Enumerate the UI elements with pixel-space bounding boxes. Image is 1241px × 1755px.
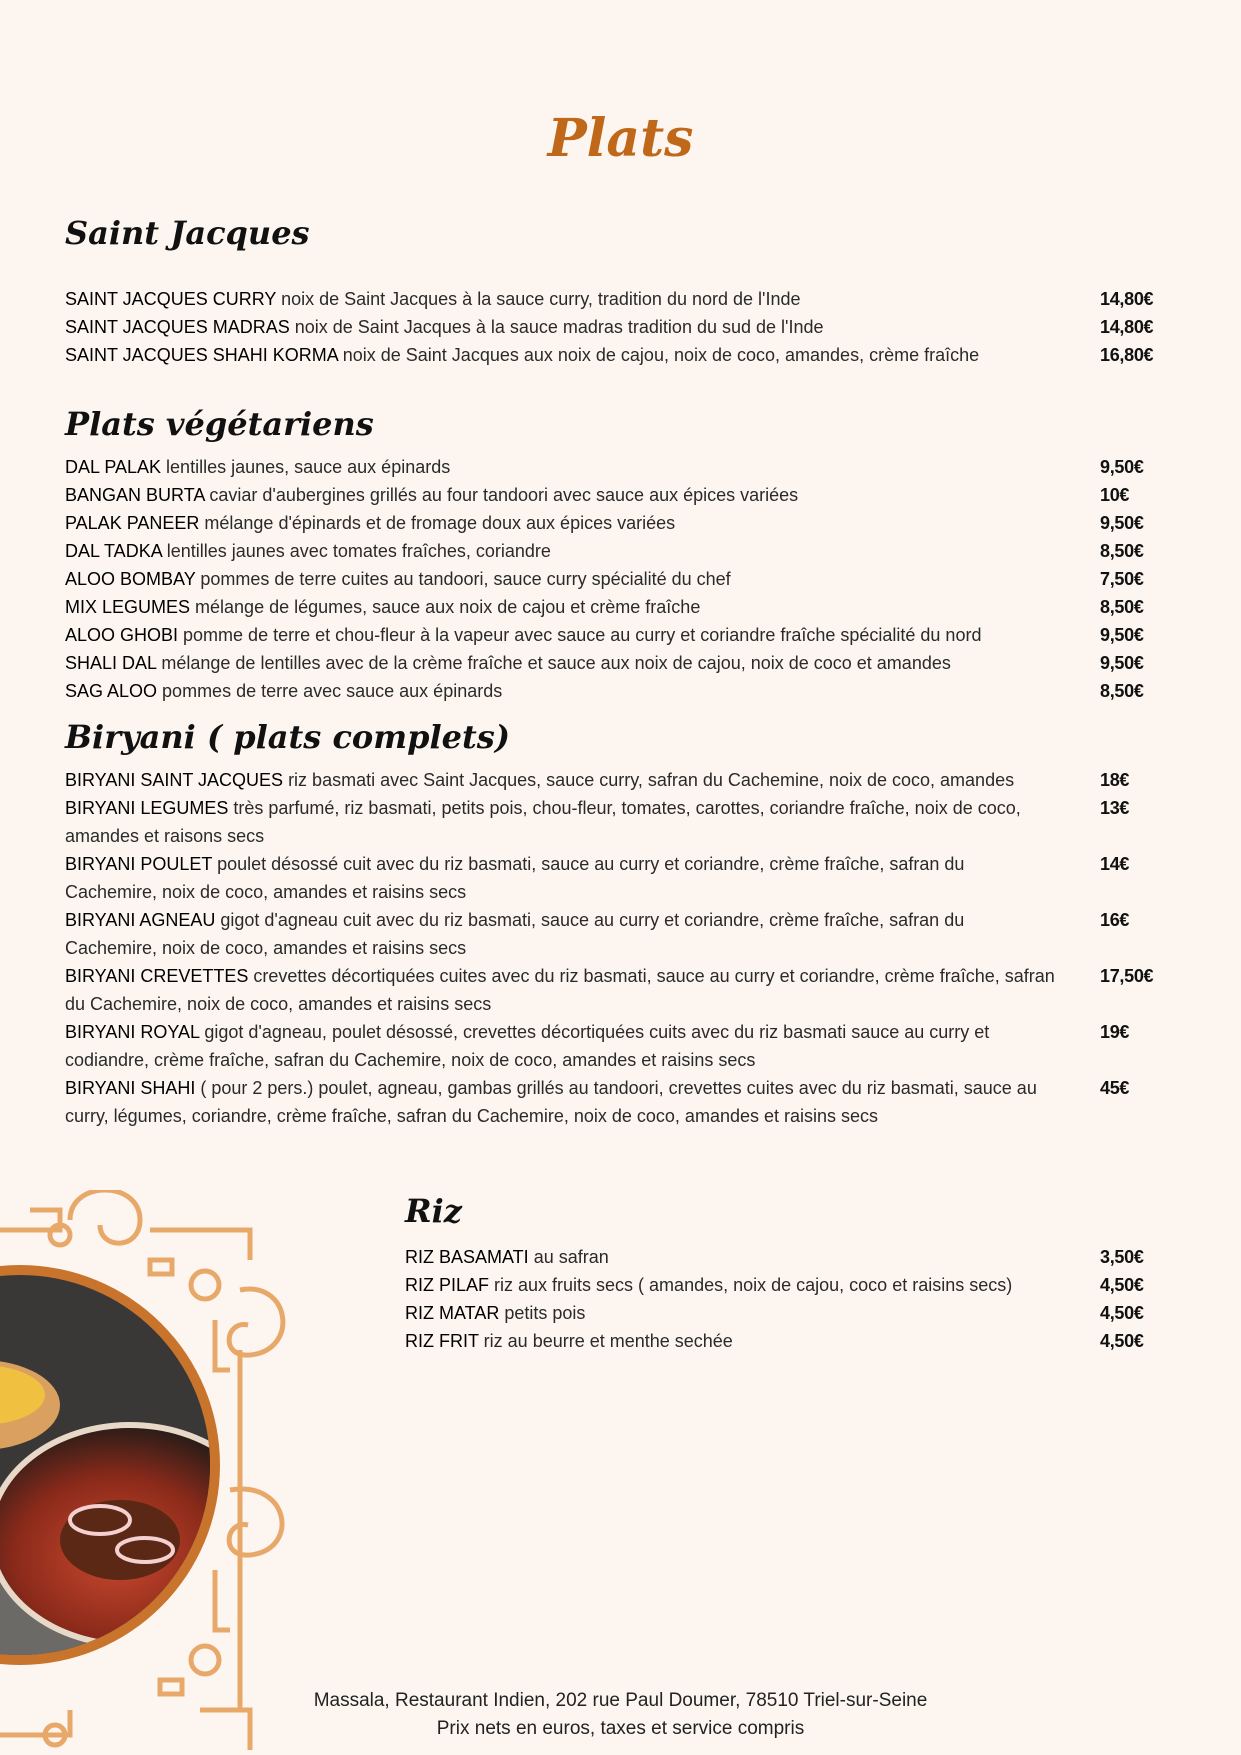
menu-item-text: mélange de légumes, sauce aux noix de cajou et crème fraîche [190, 597, 701, 617]
menu-item-text: riz au beurre et menthe sechée [478, 1331, 733, 1351]
menu-item [65, 794, 1165, 850]
menu-item-text: gigot d'agneau cuit avec du riz basmati, sauce au curry et coriandre, crème fraîche, safran du Cachemire, noix de coco, amandes et raisins secs [65, 910, 965, 958]
list-saint-jacques [65, 285, 1165, 369]
menu-item-description [65, 621, 1060, 649]
menu-item [405, 1327, 1165, 1355]
menu-item-name: BIRYANI SHAHI [65, 1078, 196, 1098]
menu-item [65, 649, 1165, 677]
menu-item [65, 537, 1165, 565]
section-title-biryani: Biryani ( plats complets) [65, 718, 510, 756]
menu-item-text: pommes de terre cuites au tandoori, sauce curry spécialité du chef [195, 569, 731, 589]
menu-item-text: riz basmati avec Saint Jacques, sauce curry, safran du Cachemine, noix de coco, amandes [283, 770, 1015, 790]
menu-item-name: BIRYANI CREVETTES [65, 966, 249, 986]
menu-item-price: 4,50€ [1100, 1303, 1144, 1323]
menu-item-description [65, 481, 1060, 509]
menu-item-description [405, 1327, 1035, 1355]
menu-item-description [65, 593, 1060, 621]
menu-item-description [65, 794, 1060, 850]
menu-item-name: MIX LEGUMES [65, 597, 191, 617]
page-title: Plats [547, 108, 694, 169]
menu-item-price: 9,50€ [1100, 653, 1144, 673]
menu-item-description [65, 677, 1060, 705]
menu-item-text: au safran [528, 1247, 609, 1267]
menu-item-name: SAINT JACQUES CURRY [65, 289, 277, 309]
menu-item [65, 1018, 1165, 1074]
menu-item-name: DAL TADKA [65, 541, 162, 561]
menu-item [65, 677, 1165, 705]
menu-item-description [405, 1271, 1035, 1299]
menu-item-price: 45€ [1100, 1078, 1130, 1098]
menu-item [65, 509, 1165, 537]
menu-item-description [65, 906, 1060, 962]
menu-item-description [65, 1018, 1060, 1074]
menu-item-price: 7,50€ [1100, 569, 1144, 589]
menu-item-name: ALOO BOMBAY [65, 569, 196, 589]
section-title-riz: Riz [405, 1192, 462, 1230]
menu-item-description [65, 453, 1060, 481]
menu-item-description [65, 565, 1060, 593]
menu-item-description [65, 649, 1060, 677]
section-title-saint-jacques: Saint Jacques [65, 214, 310, 252]
menu-item-price: 19€ [1100, 1022, 1130, 1042]
section-title-vegetariens: Plats végétariens [65, 405, 374, 443]
menu-item-description [65, 537, 1060, 565]
menu-item-price: 16€ [1100, 910, 1130, 930]
menu-item-price: 9,50€ [1100, 457, 1144, 477]
menu-item [65, 621, 1165, 649]
menu-item-text: petits pois [499, 1303, 586, 1323]
menu-item-text: riz aux fruits secs ( amandes, noix de cajou, coco et raisins secs) [489, 1275, 1013, 1295]
menu-item [65, 1074, 1165, 1130]
menu-item-text: noix de Saint Jacques à la sauce madras tradition du sud de l'Inde [289, 317, 824, 337]
menu-item-price: 9,50€ [1100, 513, 1144, 533]
menu-item-price: 14,80€ [1100, 317, 1154, 337]
footer-price-note: Prix nets en euros, taxes et service compris [436, 1718, 805, 1739]
menu-item-name: ALOO GHOBI [65, 625, 179, 645]
menu-item-price: 16,80€ [1100, 345, 1154, 365]
menu-item [65, 285, 1165, 313]
menu-item-text: ( pour 2 pers.) poulet, agneau, gambas grillés au tandoori, crevettes cuites avec du riz basmati, sauce au curry, légumes, coriandre, crème fraîche, safran du Cachemire, noix de coco, amandes et raisins secs [65, 1078, 1037, 1126]
menu-item-name: SAINT JACQUES SHAHI KORMA [65, 345, 338, 365]
menu-item-name: RIZ BASAMATI [405, 1247, 529, 1267]
menu-item-name: BIRYANI SAINT JACQUES [65, 770, 284, 790]
menu-item-price: 14,80€ [1100, 289, 1154, 309]
menu-item-name: RIZ PILAF [405, 1275, 490, 1295]
menu-item-text: pomme de terre et chou-fleur à la vapeur avec sauce au curry et coriandre fraîche spécialité du nord [178, 625, 982, 645]
list-riz [405, 1243, 1165, 1355]
menu-item [65, 593, 1165, 621]
menu-item [65, 453, 1165, 481]
menu-item [405, 1271, 1165, 1299]
menu-item-name: SAG ALOO [65, 681, 158, 701]
menu-item-name: DAL PALAK [65, 457, 162, 477]
menu-item-text: lentilles jaunes, sauce aux épinards [161, 457, 451, 477]
menu-item-description [65, 341, 1060, 369]
menu-item-name: BIRYANI POULET [65, 854, 213, 874]
menu-item-text: très parfumé, riz basmati, petits pois, chou-fleur, tomates, carottes, coriandre fraîche, noix de coco, amandes et raisons secs [65, 798, 1021, 846]
menu-item [405, 1299, 1165, 1327]
menu-item-price: 8,50€ [1100, 597, 1144, 617]
menu-item-price: 8,50€ [1100, 681, 1144, 701]
menu-item-price: 3,50€ [1100, 1247, 1144, 1267]
menu-item [65, 565, 1165, 593]
menu-item [65, 341, 1165, 369]
menu-item [65, 481, 1165, 509]
menu-item-description [65, 850, 1060, 906]
menu-item [405, 1243, 1165, 1271]
menu-item-description [65, 962, 1060, 1018]
menu-item-price: 10€ [1100, 485, 1130, 505]
menu-item-name: BANGAN BURTA [65, 485, 205, 505]
menu-item [65, 850, 1165, 906]
footer [0, 1687, 1241, 1743]
menu-item-text: mélange d'épinards et de fromage doux aux épices variées [199, 513, 676, 533]
menu-item-description [405, 1243, 1035, 1271]
menu-item-price: 9,50€ [1100, 625, 1144, 645]
menu-item-description [65, 509, 1060, 537]
menu-item-price: 18€ [1100, 770, 1130, 790]
menu-item-text: gigot d'agneau, poulet désossé, crevettes décortiquées cuits avec du riz basmati sauce au curry et codiandre, crème fraîche, safran du Cachemire, noix de coco, amandes et raisins secs [65, 1022, 990, 1070]
menu-item-text: mélange de lentilles avec de la crème fraîche et sauce aux noix de cajou, noix de coco et amandes [156, 653, 951, 673]
menu-item-price: 17,50€ [1100, 966, 1154, 986]
menu-item-name: BIRYANI LEGUMES [65, 798, 229, 818]
menu-item [65, 313, 1165, 341]
menu-item-text: noix de Saint Jacques aux noix de cajou, noix de coco, amandes, crème fraîche [337, 345, 980, 365]
menu-item-price: 14€ [1100, 854, 1130, 874]
menu-item-price: 4,50€ [1100, 1275, 1144, 1295]
menu-item-text: pommes de terre avec sauce aux épinards [157, 681, 503, 701]
menu-item-text: lentilles jaunes avec tomates fraîches, coriandre [161, 541, 551, 561]
menu-item-text: crevettes décortiquées cuites avec du riz basmati, sauce au curry et coriandre, crème fraîche, safran du Cachemire, noix de coco, amandes et raisins secs [65, 966, 1055, 1014]
menu-item-name: SHALI DAL [65, 653, 157, 673]
dish-photo-ornament-icon [0, 1190, 310, 1755]
menu-item-text: caviar d'aubergines grillés au four tandoori avec sauce aux épices variées [204, 485, 799, 505]
menu-item-name: PALAK PANEER [65, 513, 200, 533]
menu-item-text: noix de Saint Jacques à la sauce curry, tradition du nord de l'Inde [276, 289, 801, 309]
footer-address: Massala, Restaurant Indien, 202 rue Paul Doumer, 78510 Triel-sur-Seine [313, 1690, 928, 1711]
menu-item-description [65, 313, 1060, 341]
menu-item-price: 13€ [1100, 798, 1130, 818]
menu-item-description [65, 285, 1060, 313]
menu-item-name: BIRYANI AGNEAU [65, 910, 216, 930]
menu-item-description [65, 766, 1060, 794]
menu-item [65, 962, 1165, 1018]
menu-item [65, 906, 1165, 962]
menu-item-name: SAINT JACQUES MADRAS [65, 317, 290, 337]
menu-item-price: 4,50€ [1100, 1331, 1144, 1351]
menu-item [65, 766, 1165, 794]
menu-item-name: RIZ FRIT [405, 1331, 479, 1351]
menu-item-name: BIRYANI ROYAL [65, 1022, 200, 1042]
menu-item-price: 8,50€ [1100, 541, 1144, 561]
menu-item-name: RIZ MATAR [405, 1303, 500, 1323]
list-biryani [65, 766, 1165, 1130]
menu-item-description [405, 1299, 1035, 1327]
menu-item-description [65, 1074, 1060, 1130]
list-vegetariens [65, 453, 1165, 705]
menu-item-text: poulet désossé cuit avec du riz basmati, sauce au curry et coriandre, crème fraîche, safran du Cachemire, noix de coco, amandes et raisins secs [65, 854, 965, 902]
